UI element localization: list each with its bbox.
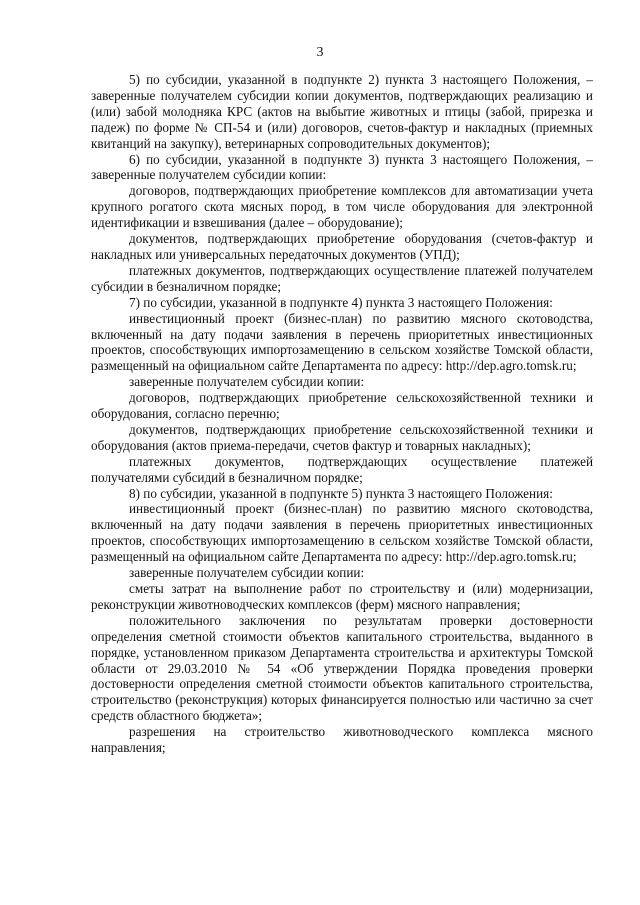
paragraph-documents-machinery: документов, подтверждающих приобретение сельскохозяйственной техники и оборудования (актов приема-передачи, счетов фактур и товарных накладных); <box>91 421 593 453</box>
paragraph-positive-conclusion: положительного заключения по результатам проверки достоверности определения сметной стоимости объектов капитального строительства, выданного в порядке, установленном приказом Департамента строительства и архитектуры Томской области от 29.03.2010 № 54 «Об утверждении Порядка проведения проверки достоверности определения сметной стоимости объектов капитального строительства, строительство (реконструкция) которых финансируется полностью или частично за счет средств областного бюджета»; <box>91 612 593 724</box>
page-number: 3 <box>316 45 324 60</box>
paragraph-payment-documents: платежных документов, подтверждающих осуществление платежей получателем субсидии в безналичном порядке; <box>91 262 593 294</box>
paragraph-investment-project: инвестиционный проект (бизнес-план) по развитию мясного скотоводства, включенный на дату подачи заявления в перечень приоритетных инвестиционных проектов, способствующих импортозамещению в сельском хозяйстве Томской области, размещенный на официальном сайте Департамента по адресу: http://dep.agro.tomsk.ru; <box>91 310 593 374</box>
paragraph-item-8: 8) по субсидии, указанной в подпункте 5) пункта 3 настоящего Положения: <box>129 485 553 501</box>
paragraph-documents-equipment: документов, подтверждающих приобретение оборудования (счетов-фактур и накладных или универсальных передаточных документов (УПД); <box>91 231 593 262</box>
paragraph-item-6: 6) по субсидии, указанной в подпункте 3) пункта 3 настоящего Положения, – заверенные получателем субсидии копии: <box>91 151 593 183</box>
paragraph-contracts-machinery: договоров, подтверждающих приобретение сельскохозяйственной техники и оборудования, согласно перечню; <box>91 390 593 422</box>
paragraph-payment-documents: платежных документов, подтверждающих осуществление платежей получателями субсидий в безналичном порядке; <box>91 453 593 485</box>
paragraph-item-5: 5) по субсидии, указанной в подпункте 2) пункта 3 настоящего Положения, – заверенные получателем субсидии копии документов, подтверждающих реализацию и (или) забой молодняка КРС (актов на выбытие животных и птицы (забой, прирезка и падеж) по форме № СП-54 и (или) договоров, счетов-фактур и накладных (приемных квитанций на закупку), ветеринарных сопроводительных документов); <box>91 72 593 151</box>
paragraph-investment-project: инвестиционный проект (бизнес-план) по развитию мясного скотоводства, включенный на дату подачи заявления в перечень приоритетных инвестиционных проектов, способствующих импортозамещению в сельском хозяйстве Томской области, размещенный на официальном сайте Департамента по адресу: http://dep.agro.tomsk.ru; <box>91 501 593 565</box>
paragraph-contracts-equipment: договоров, подтверждающих приобретение комплексов для автоматизации учета крупного рогатого скота мясных пород, в том числе оборудования для электронной идентификации и взвешивания (далее – оборудование); <box>91 183 593 231</box>
paragraph-cost-estimates: сметы затрат на выполнение работ по строительству и (или) модернизации, реконструкции животноводческих комплексов (ферм) мясного направления; <box>91 581 593 612</box>
paragraph-certified-copies: заверенные получателем субсидии копии: <box>129 565 365 581</box>
document-body <box>91 72 593 756</box>
paragraph-construction-permit: разрешения на строительство животноводческого комплекса мясного направления; <box>91 724 593 756</box>
paragraph-certified-copies: заверенные получателем субсидии копии: <box>129 374 365 390</box>
paragraph-item-7: 7) по субсидии, указанной в подпункте 4) пункта 3 настоящего Положения: <box>129 294 553 310</box>
